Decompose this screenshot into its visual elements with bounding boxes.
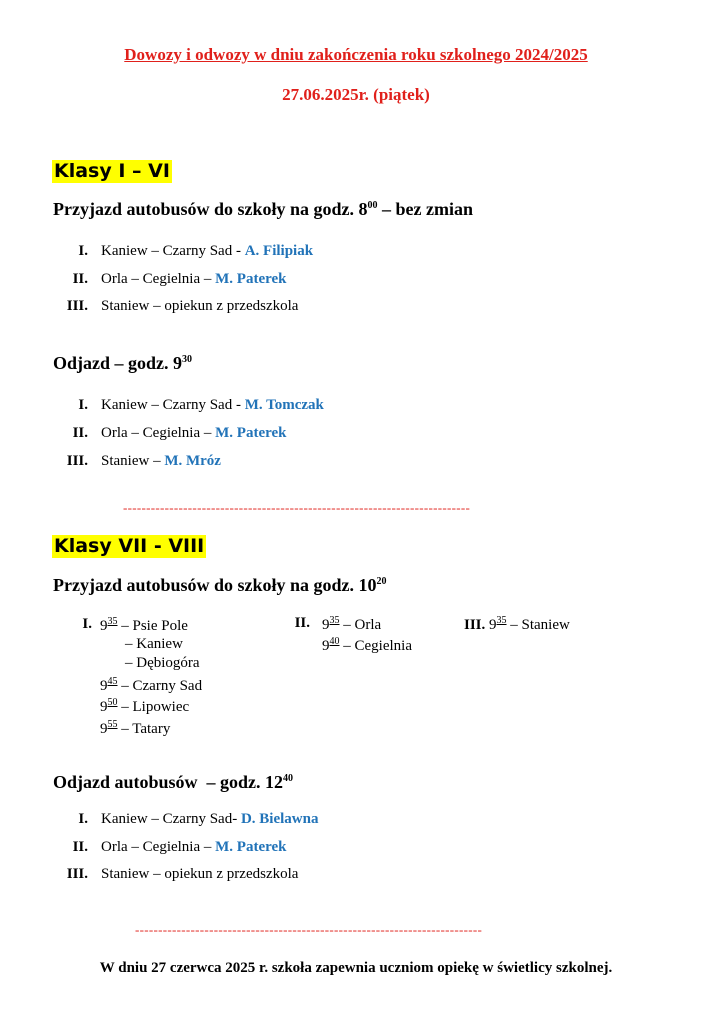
arrival-heading-1: Przyjazd autobusów do szkoły na godz. $8^{00}$ – bez zmian xyxy=(53,199,474,219)
list-item-num: III. xyxy=(66,298,88,314)
list-item-num: I. xyxy=(78,243,88,259)
departure-heading-1: Odjazd – godz. $9^{30}$ xyxy=(53,353,193,373)
list-item: Staniew – M. Mróz xyxy=(101,453,221,469)
column-num: I. xyxy=(82,616,92,632)
list-item-num: I. xyxy=(78,811,88,827)
section-heading-klasy-vii-viii: Klasy VII - VIII xyxy=(54,535,205,557)
list-item-num: I. xyxy=(78,397,88,413)
list-item-num: II. xyxy=(72,839,88,855)
list-item: Staniew – opiekun z przedszkola xyxy=(101,298,299,314)
departure-heading-2: Odjazd autobusów – godz. $12^{40}$ xyxy=(53,772,294,792)
time-row: $9^{55}$ – Tatary xyxy=(100,719,171,737)
list-item: Staniew – opiekun z przedszkola xyxy=(101,866,299,882)
list-item: Kaniew – Czarny Sad - A. Filipiak xyxy=(101,243,314,259)
list-item: Orla – Cegielnia – M. Paterek xyxy=(101,425,287,441)
page-title: Dowozy i odwozy w dniu zakończenia roku szkolnego 2024/2025 xyxy=(124,45,588,64)
list-item-num: III. xyxy=(66,453,88,469)
time-row: $9^{45}$ – Czarny Sad xyxy=(100,676,203,694)
list-item: Kaniew – Czarny Sad - M. Tomczak xyxy=(101,397,324,413)
separator-line: --------------------------------------------------------------------------- xyxy=(135,922,483,937)
time-row-sub: – Dębiogóra xyxy=(125,655,200,671)
time-row: $9^{40}$ – Cegielnia xyxy=(322,636,412,654)
separator-line: --------------------------------------------------------------------------- xyxy=(123,500,471,515)
list-item-num: II. xyxy=(72,271,88,287)
column-num: II. xyxy=(294,615,310,631)
arrival-heading-2: Przyjazd autobusów do szkoły na godz. $10^{20}$ xyxy=(53,575,387,595)
list-item: Kaniew – Czarny Sad- D. Bielawna xyxy=(101,811,319,827)
section-heading-klasy-i-vi: Klasy I – VI xyxy=(54,160,170,182)
time-row: $9^{35}$ – Psie Pole xyxy=(100,616,188,634)
page-date: 27.06.2025r. (piątek) xyxy=(282,85,430,104)
time-row: $9^{50}$ – Lipowiec xyxy=(100,697,190,715)
footer-note: W dniu 27 czerwca 2025 r. szkoła zapewnia uczniom opiekę w świetlicy szkolnej. xyxy=(99,960,613,976)
list-item-num: II. xyxy=(72,425,88,441)
time-row: $9^{35}$ – Orla xyxy=(322,615,382,633)
list-item: Orla – Cegielnia – M. Paterek xyxy=(101,271,287,287)
time-row-sub: – Kaniew xyxy=(125,636,183,652)
list-item: Orla – Cegielnia – M. Paterek xyxy=(101,839,287,855)
list-item-num: III. xyxy=(66,866,88,882)
route-column-3: III. $9^{35}$ – Staniew xyxy=(464,615,570,633)
